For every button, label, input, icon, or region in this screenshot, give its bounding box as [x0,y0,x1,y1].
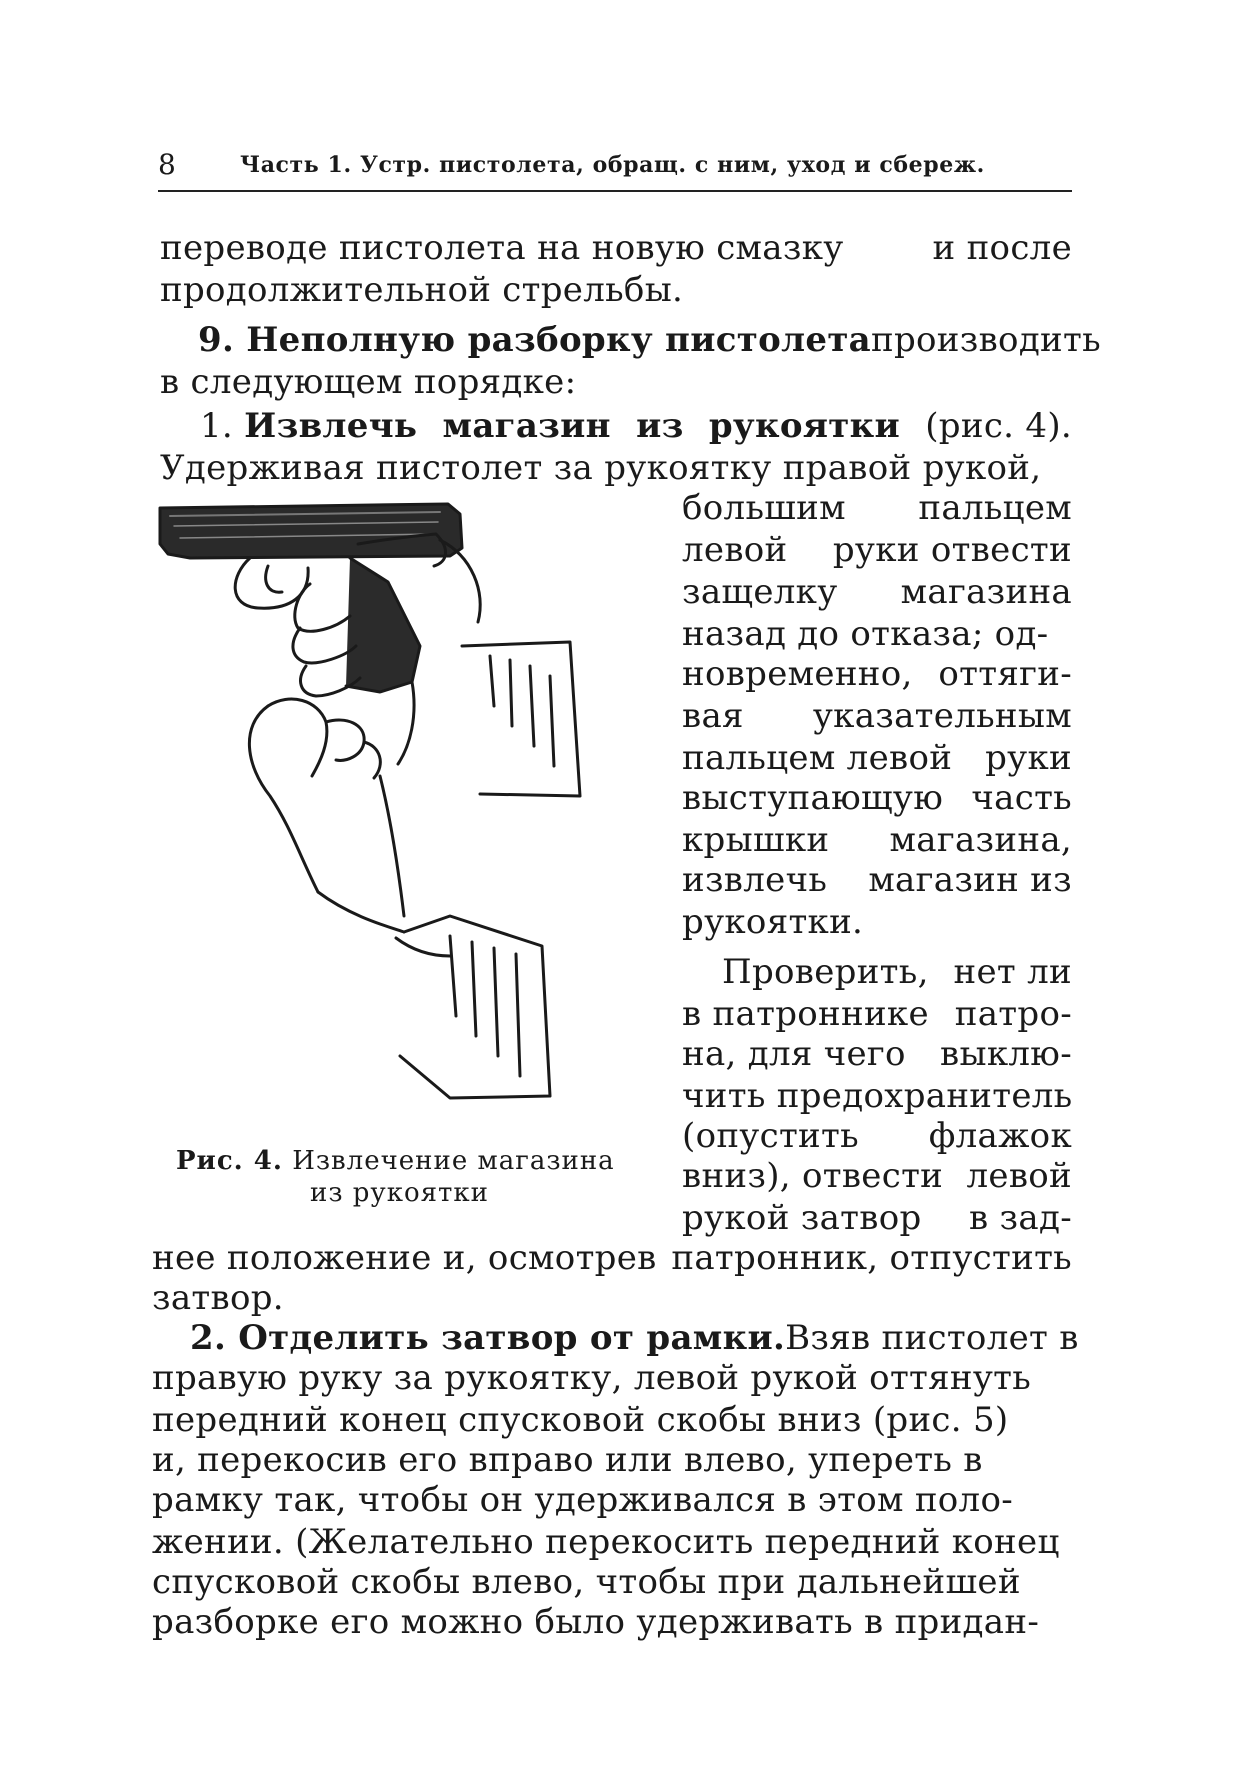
column-line: на, для чего выклю- [682,1034,1072,1074]
column-line: защелку магазина [682,572,1072,612]
text-line: затвор. [152,1278,284,1318]
step-heading: 1. Извлечь магазин из рукоятки (рис. 4). [200,406,1072,446]
text-line: продолжительной стрельбы. [160,270,684,310]
text-line: рамку так, чтобы он удерживался в этом поло- [152,1480,1014,1520]
figure-hand-pistol-illustration [150,496,662,1136]
column-line: выступающую часть [682,778,1072,818]
step-heading: 2. Отделить затвор от рамки. Взяв пистолет в [190,1318,1079,1358]
column-line: чить предохранитель [682,1076,1073,1116]
figure-caption: Рис. 4. Извлечение магазина [176,1146,615,1176]
column-line: левой руки отвести [682,530,1072,570]
text-line: переводе пистолета на новую смазку и после [160,228,1072,268]
column-line: в патроннике патро- [682,994,1072,1034]
column-line: назад до отказа; од- [682,614,1049,654]
text-line: правую руку за рукоятку, левой рукой оттянуть [152,1358,1032,1398]
text-line: и, перекосив его вправо или влево, упереть в [152,1440,983,1480]
running-title: Часть 1. Устр. пистолета, обращ. с ним, уход и сбереж. [240,152,985,178]
column-line: большим пальцем [682,488,1072,528]
column-line: рукоятки. [682,902,864,942]
text-line: разборке его можно было удерживать в придан- [152,1602,1040,1642]
text-line: нее положение и, осмотрев патронник, отпустить [152,1238,1072,1278]
header-rule [158,190,1072,192]
page-number: 8 [158,148,177,181]
figure-caption-line2: из рукоятки [310,1178,489,1208]
column-line: пальцем левой руки [682,738,1072,778]
text-line: спусковой скобы влево, чтобы при дальнейшей [152,1562,1021,1602]
column-line: новременно, оттяги- [682,654,1072,694]
text-line: в следующем порядке: [160,362,577,402]
column-line: извлечь магазин из [682,860,1072,900]
column-line: рукой затвор в зад- [682,1198,1072,1238]
page-header [158,148,1072,188]
section-heading: 9. Неполную разборку пистолета производить [198,320,1101,360]
column-line: крышки магазина, [682,820,1072,860]
text-line: Удерживая пистолет за рукоятку правой рукой, [160,448,1042,488]
column-line: Проверить, нет ли [722,952,1072,992]
text-line: передний конец спусковой скобы вниз (рис. 5) [152,1400,1009,1440]
column-line: вая указательным [682,696,1072,736]
column-line: (опустить флажок [682,1116,1072,1156]
column-line: вниз), отвести левой [682,1156,1072,1196]
text-line: жении. (Желательно перекосить передний конец [152,1522,1060,1562]
